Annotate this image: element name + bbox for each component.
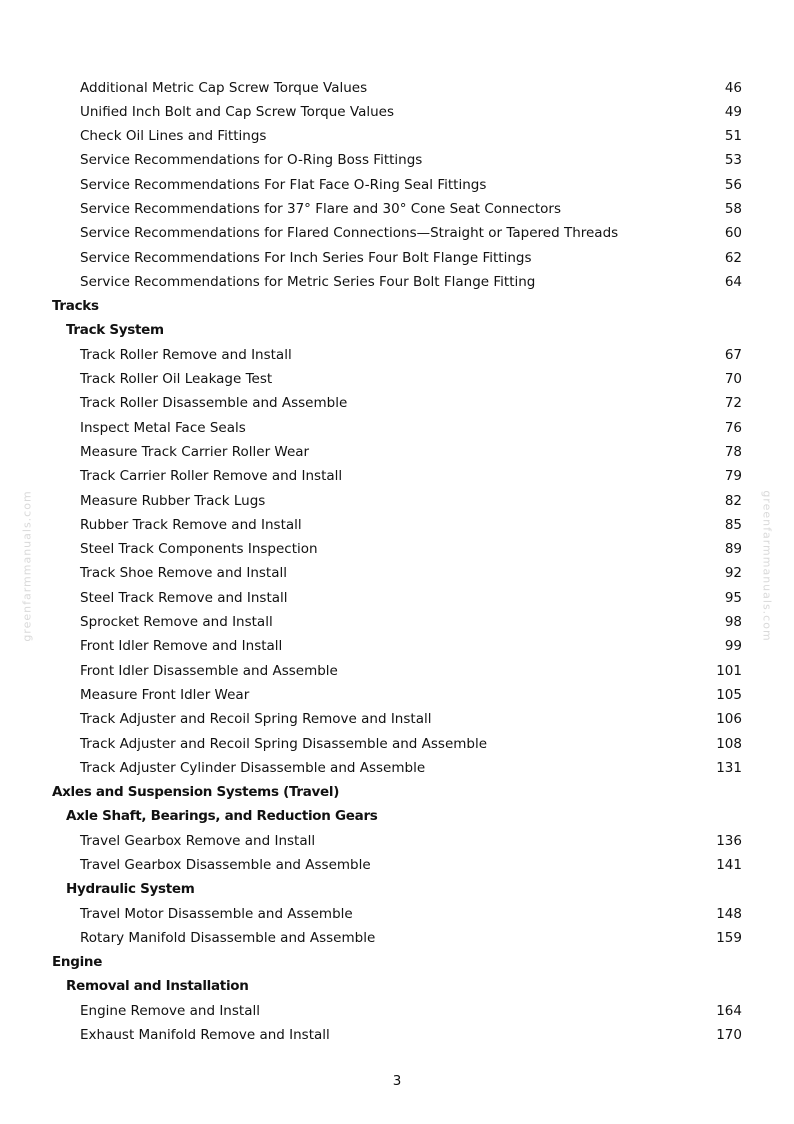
toc-subsection-title: Hydraulic System bbox=[66, 881, 195, 898]
toc-page-number: 106 bbox=[716, 711, 742, 728]
toc-section-title: Axles and Suspension Systems (Travel) bbox=[52, 784, 340, 801]
toc-entry-title: Rotary Manifold Disassemble and Assemble bbox=[80, 929, 376, 946]
toc-entry-title: Measure Track Carrier Roller Wear bbox=[80, 443, 310, 460]
toc-subsection-title: Axle Shaft, Bearings, and Reduction Gears bbox=[66, 808, 378, 825]
toc-page-number: 46 bbox=[724, 79, 742, 96]
toc-subsection-title: Track System bbox=[66, 322, 164, 339]
toc-entry-title: Track Roller Disassemble and Assemble bbox=[80, 395, 348, 412]
toc-entry[interactable] bbox=[0, 416, 794, 440]
toc-entry[interactable] bbox=[0, 561, 794, 585]
toc-entry[interactable] bbox=[0, 124, 794, 148]
toc-entry[interactable] bbox=[0, 707, 794, 731]
toc-entry-title: Track Carrier Roller Remove and Install bbox=[80, 468, 343, 485]
toc-page-number: 82 bbox=[724, 492, 742, 509]
toc-entry-title: Steel Track Components Inspection bbox=[80, 541, 318, 558]
toc-page-number: 70 bbox=[724, 371, 742, 388]
toc-entry-title: Service Recommendations for Metric Series Four Bolt Flange Fitting bbox=[80, 273, 536, 290]
toc-entry[interactable] bbox=[0, 148, 794, 172]
toc-entry[interactable] bbox=[0, 197, 794, 221]
toc-entry-title: Service Recommendations for 37° Flare and 30° Cone Seat Connectors bbox=[80, 200, 561, 217]
toc-entry-title: Service Recommendations For Inch Series Four Bolt Flange Fittings bbox=[80, 249, 532, 266]
toc-section bbox=[0, 294, 794, 318]
toc-page-number: 72 bbox=[724, 395, 742, 412]
toc-entry[interactable] bbox=[0, 999, 794, 1023]
toc-subsection bbox=[0, 318, 794, 342]
toc-page-number: 108 bbox=[716, 735, 742, 752]
toc-entry[interactable] bbox=[0, 440, 794, 464]
toc-page-number: 60 bbox=[724, 225, 742, 242]
toc-page-number: 49 bbox=[724, 103, 742, 120]
toc-entry-title: Track Shoe Remove and Install bbox=[80, 565, 288, 582]
toc-entry-title: Service Recommendations for Flared Connections—Straight or Tapered Threads bbox=[80, 225, 619, 242]
toc-entry-title: Engine Remove and Install bbox=[80, 1002, 260, 1019]
toc-page-number: 136 bbox=[716, 832, 742, 849]
toc-entry-title: Track Roller Remove and Install bbox=[80, 346, 292, 363]
toc-entry[interactable] bbox=[0, 464, 794, 488]
toc-page-number: 89 bbox=[724, 541, 742, 558]
toc-entry-title: Unified Inch Bolt and Cap Screw Torque Values bbox=[80, 103, 395, 120]
toc-page-number: 78 bbox=[724, 443, 742, 460]
toc-entry[interactable] bbox=[0, 367, 794, 391]
toc-page-number: 51 bbox=[724, 128, 742, 145]
toc-page-number: 105 bbox=[716, 686, 742, 703]
toc-entry[interactable] bbox=[0, 513, 794, 537]
toc-subsection bbox=[0, 974, 794, 998]
toc-entry-title: Exhaust Manifold Remove and Install bbox=[80, 1027, 330, 1044]
toc-page-number: 62 bbox=[724, 249, 742, 266]
toc-entry[interactable] bbox=[0, 391, 794, 415]
toc-page-number: 53 bbox=[724, 152, 742, 169]
toc-entry-title: Check Oil Lines and Fittings bbox=[80, 128, 267, 145]
toc-entry[interactable] bbox=[0, 634, 794, 658]
toc-entry[interactable] bbox=[0, 756, 794, 780]
toc-page-number: 101 bbox=[716, 662, 742, 679]
toc-entry-title: Inspect Metal Face Seals bbox=[80, 419, 246, 436]
toc-entry-title: Track Adjuster and Recoil Spring Disassemble and Assemble bbox=[80, 735, 488, 752]
toc-entry[interactable] bbox=[0, 683, 794, 707]
toc-entry-title: Service Recommendations for O-Ring Boss Fittings bbox=[80, 152, 423, 169]
toc-page-number: 98 bbox=[724, 614, 742, 631]
toc-entry[interactable] bbox=[0, 926, 794, 950]
toc-entry[interactable] bbox=[0, 902, 794, 926]
toc-entry-title: Travel Gearbox Disassemble and Assemble bbox=[80, 857, 371, 873]
toc-entry[interactable] bbox=[0, 100, 794, 124]
toc-entry-title: Additional Metric Cap Screw Torque Values bbox=[80, 79, 368, 96]
toc-entry[interactable] bbox=[0, 1023, 794, 1047]
toc-entry-title: Service Recommendations For Flat Face O-Ring Seal Fittings bbox=[80, 176, 487, 193]
toc-entry-title: Front Idler Disassemble and Assemble bbox=[80, 662, 338, 679]
toc-page-number: 76 bbox=[724, 419, 742, 436]
toc-entry-title: Track Adjuster and Recoil Spring Remove and Install bbox=[80, 711, 432, 728]
watermark-right: greenfarmmanuals.com bbox=[760, 490, 774, 642]
toc-page-number: 148 bbox=[716, 905, 742, 922]
page-number: 3 bbox=[392, 1073, 402, 1089]
toc-entry-title: Rubber Track Remove and Install bbox=[80, 516, 302, 533]
toc-page-number: 141 bbox=[716, 857, 742, 873]
toc-page-number: 159 bbox=[716, 929, 742, 946]
toc-section-title: Tracks bbox=[52, 298, 99, 315]
table-of-contents bbox=[0, 76, 794, 1048]
toc-page-number: 99 bbox=[724, 638, 742, 655]
watermark-left: greenfarmmanuals.com bbox=[20, 490, 34, 642]
toc-entry-title: Travel Motor Disassemble and Assemble bbox=[80, 905, 353, 922]
toc-entry[interactable] bbox=[0, 732, 794, 756]
toc-entry-title: Measure Rubber Track Lugs bbox=[80, 492, 266, 509]
toc-page-number: 131 bbox=[716, 759, 742, 776]
toc-subsection-title: Removal and Installation bbox=[66, 978, 249, 995]
toc-page-number: 92 bbox=[724, 565, 742, 582]
toc-subsection bbox=[0, 877, 794, 901]
toc-entry-title: Front Idler Remove and Install bbox=[80, 638, 283, 655]
toc-page-number: 164 bbox=[716, 1002, 742, 1019]
toc-entry[interactable] bbox=[0, 659, 794, 683]
toc-entry[interactable] bbox=[0, 489, 794, 513]
toc-page-number: 58 bbox=[724, 200, 742, 217]
toc-entry[interactable] bbox=[0, 829, 794, 853]
toc-entry[interactable] bbox=[0, 610, 794, 634]
toc-entry[interactable] bbox=[0, 343, 794, 367]
toc-entry-title: Track Roller Oil Leakage Test bbox=[80, 371, 273, 388]
toc-section-title: Engine bbox=[52, 954, 103, 971]
toc-section bbox=[0, 950, 794, 974]
toc-entry[interactable] bbox=[0, 246, 794, 270]
toc-entry[interactable] bbox=[0, 853, 794, 877]
toc-entry-title: Track Adjuster Cylinder Disassemble and Assemble bbox=[80, 759, 426, 776]
toc-entry-title: Measure Front Idler Wear bbox=[80, 686, 250, 703]
toc-page-number: 85 bbox=[724, 516, 742, 533]
toc-entry-title: Travel Gearbox Remove and Install bbox=[80, 832, 316, 849]
toc-entry[interactable] bbox=[0, 76, 794, 100]
toc-entry-title: Steel Track Remove and Install bbox=[80, 589, 288, 606]
toc-entry[interactable] bbox=[0, 537, 794, 561]
toc-page-number: 64 bbox=[724, 273, 742, 290]
toc-page-number: 79 bbox=[724, 468, 742, 485]
toc-section bbox=[0, 780, 794, 804]
toc-page-number: 95 bbox=[724, 589, 742, 606]
toc-entry[interactable] bbox=[0, 173, 794, 197]
toc-subsection bbox=[0, 804, 794, 828]
toc-page-number: 170 bbox=[716, 1027, 742, 1044]
toc-entry[interactable] bbox=[0, 586, 794, 610]
toc-entry-title: Sprocket Remove and Install bbox=[80, 614, 273, 631]
toc-entry[interactable] bbox=[0, 270, 794, 294]
toc-entry[interactable] bbox=[0, 221, 794, 245]
toc-page-number: 56 bbox=[724, 176, 742, 193]
toc-page-number: 67 bbox=[724, 346, 742, 363]
